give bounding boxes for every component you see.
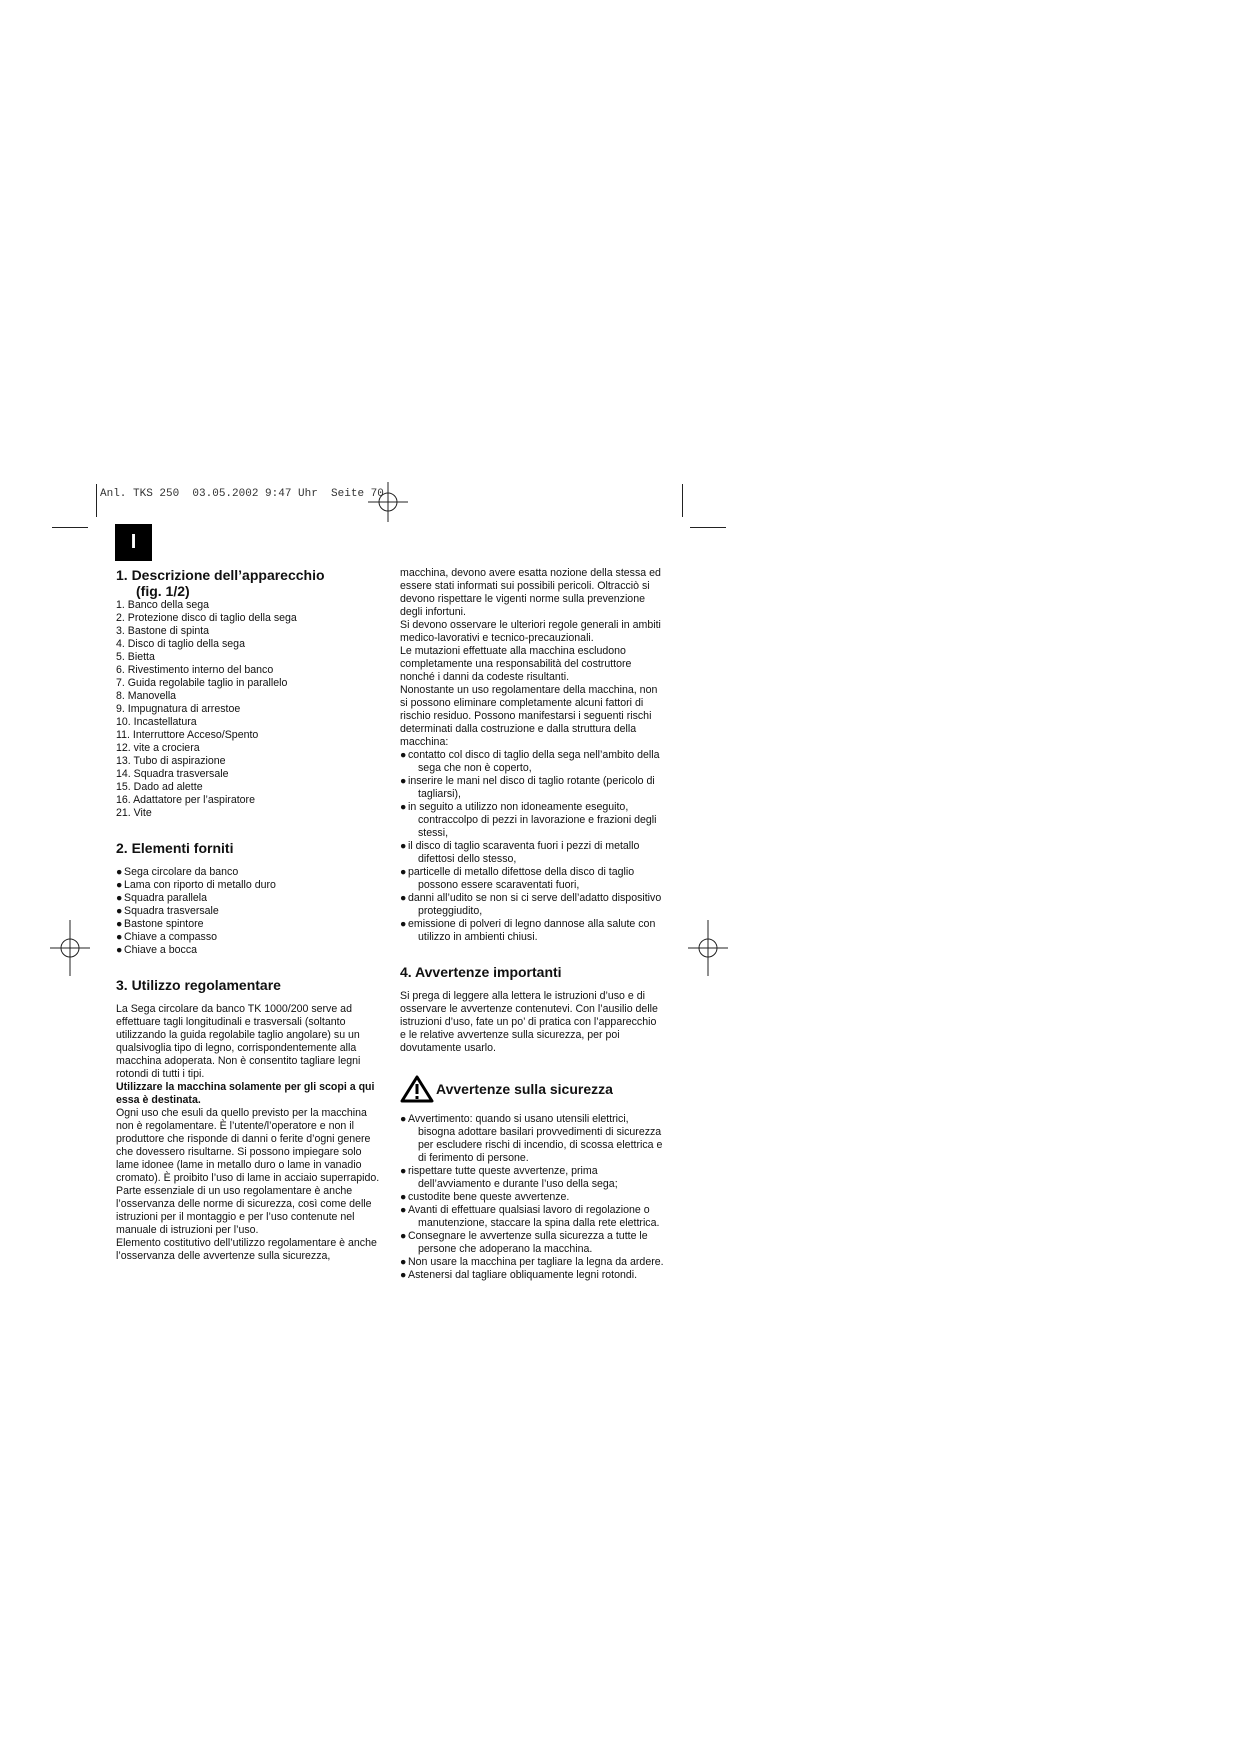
list-item: 4. Disco di taglio della sega: [116, 638, 245, 650]
list-item: 1. Banco della sega: [116, 599, 210, 611]
section-2-title: 2. Elementi forniti: [116, 840, 234, 856]
crop-mark: [96, 484, 97, 517]
paragraph: macchina, devono avere esatta nozione della stessa ed essere stati informati sui possibili pericoli. Oltracciò si devono rispettare le vigenti norme sulla prevenzione degli infortuni.: [400, 567, 661, 618]
list-item: 7. Guida regolabile taglio in parallelo: [116, 677, 288, 689]
list-item: 13. Tubo di aspirazione: [116, 755, 226, 767]
list-item: ● Chiave a bocca: [116, 944, 198, 956]
list-item: 9. Impugnatura di arrestoe: [116, 703, 241, 715]
crop-mark: [52, 527, 88, 528]
list-item: 2. Protezione disco di taglio della sega: [116, 612, 297, 624]
section-4-title: 4. Avvertenze importanti: [400, 964, 562, 980]
crop-mark: [690, 527, 726, 528]
list-item: 15. Dado ad alette: [116, 781, 203, 793]
safety-list: [400, 1113, 665, 1282]
list-item: ● particelle di metallo difettose della disco di taglio possono essere scaraventati fuori,: [400, 866, 635, 891]
list-item: 21. Vite: [116, 807, 152, 819]
list-item: ● Non usare la macchina per tagliare la legna da ardere.: [400, 1256, 664, 1268]
section-1-title-line1: 1. Descrizione dell’apparecchio: [116, 567, 325, 583]
list-item: ● danni all’udito se non si ci serve dell’adatto dispositivo proteggiudito,: [400, 892, 662, 917]
section-1-title: [116, 567, 381, 599]
left-column: [116, 567, 381, 1263]
list-item: ● in seguito a utilizzo non idoneamente eseguito, contraccolpo di pezzi in lavorazione e frazioni degli stessi,: [400, 801, 657, 839]
list-item: ● Chiave a compasso: [116, 931, 218, 943]
list-item: ● emissione di polveri di legno dannose alla salute con utilizzo in ambienti chiusi.: [400, 918, 656, 943]
section-3-title: 3. Utilizzo regolamentare: [116, 977, 281, 993]
residual-risks-list: [400, 749, 665, 944]
list-item: 11. Interruttore Acceso/Spento: [116, 729, 259, 741]
list-item: 12. vite a crociera: [116, 742, 200, 754]
list-item: 6. Rivestimento interno del banco: [116, 664, 274, 676]
safety-title: [400, 1075, 665, 1103]
section-4-paragraph: Si prega di leggere alla lettera le istruzioni d’uso e di osservare le avvertenze contenutevi. Con l’ausilio delle istruzioni d’uso, fate un po’ di pratica con l’apparecchio e le relative avvertenze sulla sicurezza, per poi dovutamente usarlo.: [400, 990, 658, 1054]
list-item: ● Bastone spintore: [116, 918, 204, 930]
list-item: ● Lama con riporto di metallo duro: [116, 879, 276, 891]
section-1-title-line2: (fig. 1/2): [136, 583, 190, 599]
list-item: 10. Incastellatura: [116, 716, 197, 728]
supplied-items-list: [116, 866, 381, 957]
list-item: ● contatto col disco di taglio della sega nell’ambito della sega che non è coperto,: [400, 749, 660, 774]
registration-mark-icon: [688, 920, 728, 976]
print-header: Anl. TKS 250 03.05.2002 9:47 Uhr Seite 70: [100, 488, 384, 500]
list-item: ● inserire le mani nel disco di taglio rotante (pericolo di tagliarsi),: [400, 775, 655, 800]
list-item: ● Astenersi dal tagliare obliquamente legni rotondi.: [400, 1269, 638, 1281]
list-item: 14. Squadra trasversale: [116, 768, 229, 780]
list-item: ● Consegnare le avvertenze sulla sicurezza a tutte le persone che adoperano la macchina.: [400, 1230, 648, 1255]
list-item: ● il disco di taglio scaraventa fuori i pezzi di metallo difettosi dello stesso,: [400, 840, 640, 865]
list-item: 8. Manovella: [116, 690, 177, 702]
list-item: ● Avvertimento: quando si usano utensili elettrici, bisogna adottare basilari provvedimenti di sicurezza per escludere rischi di incendio, di scossa elettrica e di ferimento di persone.: [400, 1113, 663, 1164]
list-item: 3. Bastone di spinta: [116, 625, 210, 637]
registration-mark-icon: [368, 482, 408, 522]
registration-mark-icon: [50, 920, 90, 976]
list-item: ● rispettare tutte queste avvertenze, prima dell’avviamento e durante l’uso della sega;: [400, 1165, 618, 1190]
section-3-note: Utilizzare la macchina solamente per gli scopi a qui essa è destinata.: [116, 1081, 375, 1106]
list-item: ● Squadra parallela: [116, 892, 208, 904]
warning-triangle-icon: [400, 1075, 434, 1103]
section-3-paragraph: La Sega circolare da banco TK 1000/200 serve ad effettuare tagli longitudinali e trasversali (soltanto utilizzando la guida regolabile taglio angolare) su un qualsivoglia tipo di legno, corrispondentemente alla macchina adoperata. Non è consentito tagliare legni rotondi di tutti i tipi.: [116, 1003, 361, 1080]
list-item: ● Squadra trasversale: [116, 905, 219, 917]
section-3-paragraph: Ogni uso che esuli da quello previsto per la macchina non è regolamentare. È l’utente/l’operatore e non il produttore che risponde di danni o ferite d’ogni genere che dovessero risultarne. Si possono impiegare solo lame idonee (lame in metallo duro o lame in vanadio cromato). È proibito l’uso di lame in acciaio superrapido. Parte essenziale di un uso regolamentare è anche l’osservanza delle norme di sicurezza, così come delle istruzioni per il montaggio e per l’uso contenute nel manuale di istruzioni per l’uso.: [116, 1107, 380, 1236]
list-item: ● custodite bene queste avvertenze.: [400, 1191, 570, 1203]
paragraph: Nonostante un uso regolamentare della macchina, non si possono eliminare completamente alcuni fattori di rischio residuo. Possono manifestarsi i seguenti rischi determinati dalla costruzione e dalla struttura della macchina:: [400, 684, 658, 748]
right-column: [400, 567, 665, 1282]
paragraph: Le mutazioni effettuate alla macchina escludono completamente una responsabilità del costruttore nonché i danni da codeste risultanti.: [400, 645, 632, 683]
list-item: 16. Adattatore per l’aspiratore: [116, 794, 255, 806]
list-item: ● Sega circolare da banco: [116, 866, 239, 878]
safety-title-text: Avvertenze sulla sicurezza: [436, 1081, 613, 1097]
paragraph: Si devono osservare le ulteriori regole generali in ambiti medico-lavorativi e tecnico-precauzionali.: [400, 619, 661, 644]
list-item: ● Avanti di effettuare qualsiasi lavoro di regolazione o manutenzione, staccare la spina dalla rete elettrica.: [400, 1204, 660, 1229]
list-item: 5. Bietta: [116, 651, 155, 663]
section-3-paragraph: Elemento costitutivo dell’utilizzo regolamentare è anche l’osservanza delle avvertenze sulla sicurezza,: [116, 1237, 377, 1262]
parts-list: [116, 599, 381, 820]
crop-mark: [682, 484, 683, 517]
language-badge: I: [115, 524, 152, 561]
